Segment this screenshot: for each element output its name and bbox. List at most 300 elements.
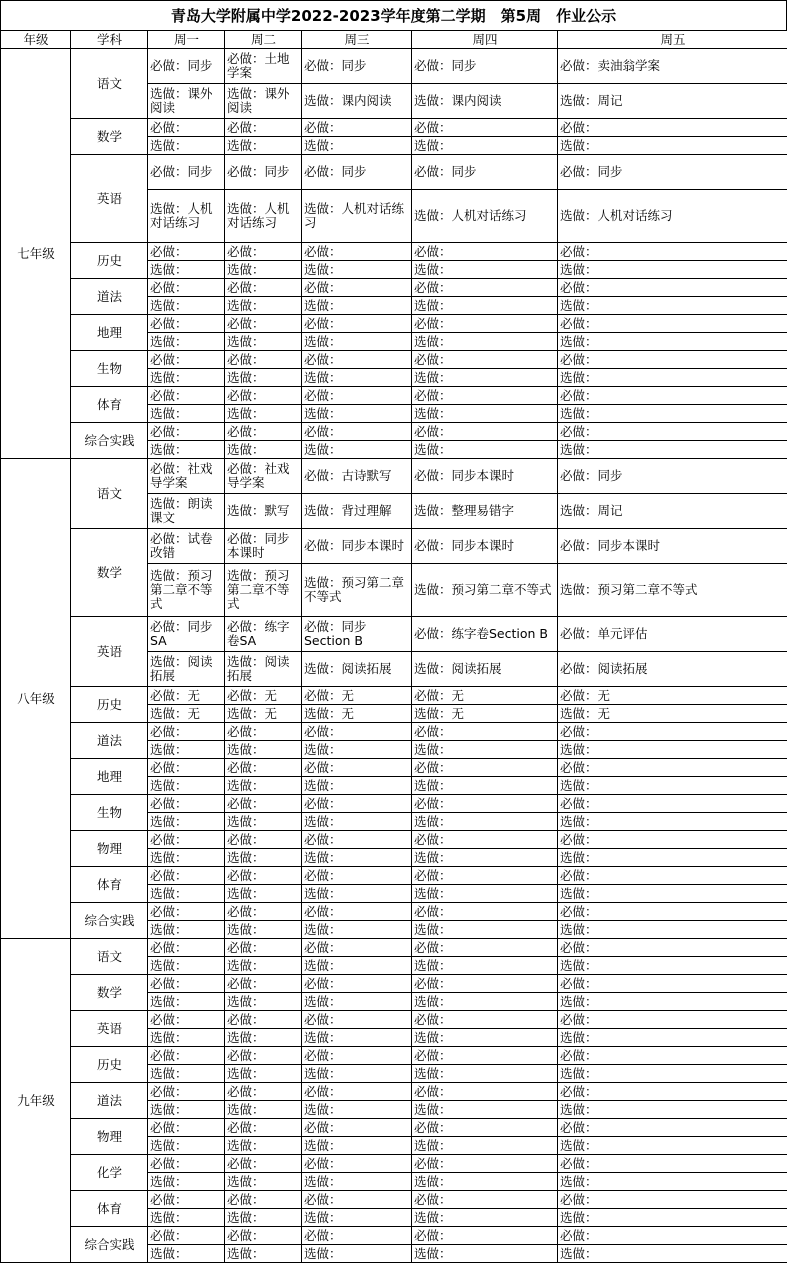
optional-homework-cell: 选做： xyxy=(558,849,787,867)
optional-homework-cell: 选做： xyxy=(412,137,558,155)
table-row xyxy=(1,939,787,957)
optional-homework-cell: 选做： xyxy=(412,297,558,315)
optional-homework-cell: 选做： xyxy=(302,405,412,423)
required-homework-cell: 必做： xyxy=(148,723,225,741)
optional-homework-cell: 选做：周记 xyxy=(558,494,787,529)
optional-homework-cell: 选做： xyxy=(302,1209,412,1227)
subject-cell: 地理 xyxy=(71,759,148,795)
required-homework-cell: 必做： xyxy=(558,1011,787,1029)
header-subject: 学科 xyxy=(71,31,148,49)
required-homework-cell: 必做： xyxy=(225,1119,302,1137)
required-homework-cell: 必做：同步本课时 xyxy=(412,529,558,564)
required-homework-cell: 必做：同步 xyxy=(412,155,558,190)
required-homework-cell: 必做：同步本课时 xyxy=(558,529,787,564)
subject-cell: 生物 xyxy=(71,795,148,831)
optional-homework-cell: 选做： xyxy=(148,1245,225,1263)
required-homework-cell: 必做： xyxy=(558,119,787,137)
required-homework-cell: 必做： xyxy=(558,1155,787,1173)
required-homework-cell: 必做： xyxy=(225,759,302,777)
optional-homework-cell: 选做：整理易错字 xyxy=(412,494,558,529)
required-homework-cell: 必做：同步 xyxy=(302,155,412,190)
required-homework-cell: 必做：同步SA xyxy=(148,617,225,652)
optional-homework-cell: 选做： xyxy=(412,741,558,759)
required-homework-cell: 必做：社戏导学案 xyxy=(148,459,225,494)
optional-homework-cell: 选做： xyxy=(412,1101,558,1119)
table-row xyxy=(1,529,787,564)
required-homework-cell: 必做：无 xyxy=(558,687,787,705)
optional-homework-cell: 选做：周记 xyxy=(558,84,787,119)
required-homework-cell: 必做： xyxy=(302,1227,412,1245)
optional-homework-cell: 选做： xyxy=(225,849,302,867)
required-homework-cell: 必做：同步 xyxy=(302,49,412,84)
required-homework-cell: 必做： xyxy=(412,243,558,261)
required-homework-cell: 必做： xyxy=(225,315,302,333)
optional-homework-cell: 选做： xyxy=(302,137,412,155)
optional-homework-cell: 选做：阅读拓展 xyxy=(412,652,558,687)
page-title: 青岛大学附属中学2022-2023学年度第二学期 第5周 作业公示 xyxy=(0,0,787,30)
required-homework-cell: 必做： xyxy=(148,119,225,137)
optional-homework-cell: 选做： xyxy=(225,137,302,155)
optional-homework-cell: 选做： xyxy=(558,1173,787,1191)
required-homework-cell: 必做： xyxy=(302,1083,412,1101)
required-homework-cell: 必做： xyxy=(148,1011,225,1029)
optional-homework-cell: 选做： xyxy=(412,1209,558,1227)
required-homework-cell: 必做： xyxy=(225,423,302,441)
required-homework-cell: 必做： xyxy=(412,1011,558,1029)
required-homework-cell: 必做：练字卷Section B xyxy=(412,617,558,652)
table-row xyxy=(1,1083,787,1101)
required-homework-cell: 必做： xyxy=(302,315,412,333)
optional-homework-cell: 选做： xyxy=(302,1065,412,1083)
optional-homework-cell: 选做： xyxy=(148,1065,225,1083)
required-homework-cell: 必做：练字卷SA xyxy=(225,617,302,652)
required-homework-cell: 必做：同步本课时 xyxy=(412,459,558,494)
subject-cell: 体育 xyxy=(71,387,148,423)
table-row xyxy=(1,387,787,405)
header-wednesday: 周三 xyxy=(302,31,412,49)
required-homework-cell: 必做：同步本课时 xyxy=(302,529,412,564)
required-homework-cell: 必做： xyxy=(302,831,412,849)
required-homework-cell: 必做： xyxy=(412,387,558,405)
optional-homework-cell: 选做： xyxy=(225,993,302,1011)
required-homework-cell: 必做： xyxy=(148,279,225,297)
required-homework-cell: 必做： xyxy=(302,351,412,369)
optional-homework-cell: 选做： xyxy=(302,1173,412,1191)
optional-homework-cell: 选做： xyxy=(558,993,787,1011)
required-homework-cell: 必做： xyxy=(302,1047,412,1065)
optional-homework-cell: 选做：人机对话练习 xyxy=(302,190,412,243)
table-row xyxy=(1,795,787,813)
required-homework-cell: 必做： xyxy=(148,1227,225,1245)
optional-homework-cell: 选做： xyxy=(148,741,225,759)
required-homework-cell: 必做： xyxy=(412,1227,558,1245)
required-homework-cell: 必做： xyxy=(302,1011,412,1029)
subject-cell: 地理 xyxy=(71,315,148,351)
optional-homework-cell: 选做： xyxy=(225,885,302,903)
header-thursday: 周四 xyxy=(412,31,558,49)
optional-homework-cell: 选做：课内阅读 xyxy=(412,84,558,119)
required-homework-cell: 必做： xyxy=(412,351,558,369)
subject-cell: 英语 xyxy=(71,1011,148,1047)
optional-homework-cell: 选做： xyxy=(225,777,302,795)
required-homework-cell: 必做： xyxy=(225,1011,302,1029)
required-homework-cell: 必做：试卷改错 xyxy=(148,529,225,564)
header-friday: 周五 xyxy=(558,31,787,49)
optional-homework-cell: 选做： xyxy=(225,405,302,423)
optional-homework-cell: 选做：人机对话练习 xyxy=(558,190,787,243)
required-homework-cell: 必做： xyxy=(148,939,225,957)
required-homework-cell: 必做： xyxy=(302,975,412,993)
required-homework-cell: 必做：同步 xyxy=(412,49,558,84)
optional-homework-cell: 选做： xyxy=(225,1209,302,1227)
subject-cell: 道法 xyxy=(71,723,148,759)
table-row xyxy=(1,1155,787,1173)
required-homework-cell: 必做： xyxy=(558,1119,787,1137)
optional-homework-cell: 选做：背过理解 xyxy=(302,494,412,529)
optional-homework-cell: 选做： xyxy=(302,813,412,831)
required-homework-cell: 必做： xyxy=(302,1155,412,1173)
optional-homework-cell: 选做： xyxy=(412,1065,558,1083)
optional-homework-cell: 选做： xyxy=(302,261,412,279)
optional-homework-cell: 选做： xyxy=(302,921,412,939)
required-homework-cell: 必做：同步Section B xyxy=(302,617,412,652)
required-homework-cell: 必做： xyxy=(412,1155,558,1173)
required-homework-cell: 必做： xyxy=(225,351,302,369)
required-homework-cell: 必做： xyxy=(558,1227,787,1245)
table-row xyxy=(1,243,787,261)
optional-homework-cell: 选做： xyxy=(302,849,412,867)
required-homework-cell: 必做： xyxy=(148,315,225,333)
subject-cell: 历史 xyxy=(71,687,148,723)
required-homework-cell: 必做：土地学案 xyxy=(225,49,302,84)
required-homework-cell: 必做： xyxy=(225,1155,302,1173)
required-homework-cell: 必做： xyxy=(148,1047,225,1065)
required-homework-cell: 必做： xyxy=(225,387,302,405)
optional-homework-cell: 选做： xyxy=(558,1137,787,1155)
optional-homework-cell: 选做： xyxy=(148,333,225,351)
optional-homework-cell: 选做： xyxy=(412,261,558,279)
required-homework-cell: 必做： xyxy=(558,903,787,921)
required-homework-cell: 必做： xyxy=(225,723,302,741)
optional-homework-cell: 选做： xyxy=(225,921,302,939)
optional-homework-cell: 选做： xyxy=(302,777,412,795)
optional-homework-cell: 选做： xyxy=(225,1065,302,1083)
subject-cell: 道法 xyxy=(71,1083,148,1119)
optional-homework-cell: 选做： xyxy=(302,369,412,387)
optional-homework-cell: 选做： xyxy=(148,1173,225,1191)
optional-homework-cell: 选做： xyxy=(225,297,302,315)
required-homework-cell: 必做： xyxy=(412,795,558,813)
required-homework-cell: 必做： xyxy=(225,243,302,261)
required-homework-cell: 必做：无 xyxy=(412,687,558,705)
required-homework-cell: 必做： xyxy=(302,939,412,957)
required-homework-cell: 必做： xyxy=(302,387,412,405)
required-homework-cell: 必做： xyxy=(148,831,225,849)
required-homework-cell: 必做： xyxy=(148,759,225,777)
optional-homework-cell: 选做：课内阅读 xyxy=(302,84,412,119)
required-homework-cell: 必做： xyxy=(558,975,787,993)
header-grade: 年级 xyxy=(1,31,71,49)
required-homework-cell: 必做： xyxy=(558,1191,787,1209)
optional-homework-cell: 选做： xyxy=(558,137,787,155)
required-homework-cell: 必做： xyxy=(558,759,787,777)
optional-homework-cell: 选做： xyxy=(412,957,558,975)
required-homework-cell: 必做： xyxy=(148,351,225,369)
required-homework-cell: 必做：同步 xyxy=(148,49,225,84)
optional-homework-cell: 选做： xyxy=(148,137,225,155)
required-homework-cell: 必做： xyxy=(558,279,787,297)
optional-homework-cell: 选做： xyxy=(148,261,225,279)
required-homework-cell: 必做：单元评估 xyxy=(558,617,787,652)
optional-homework-cell: 选做：阅读拓展 xyxy=(148,652,225,687)
optional-homework-cell: 选做： xyxy=(412,1029,558,1047)
optional-homework-cell: 选做： xyxy=(225,957,302,975)
required-homework-cell: 必做： xyxy=(412,903,558,921)
required-homework-cell: 必做： xyxy=(558,939,787,957)
required-homework-cell: 必做： xyxy=(558,723,787,741)
optional-homework-cell: 必做：阅读拓展 xyxy=(558,652,787,687)
optional-homework-cell: 选做： xyxy=(412,885,558,903)
homework-table xyxy=(0,30,787,1263)
optional-homework-cell: 选做：无 xyxy=(412,705,558,723)
table-row xyxy=(1,903,787,921)
optional-homework-cell: 选做：人机对话练习 xyxy=(225,190,302,243)
subject-cell: 数学 xyxy=(71,119,148,155)
subject-cell: 英语 xyxy=(71,617,148,687)
table-row xyxy=(1,155,787,190)
subject-cell: 体育 xyxy=(71,867,148,903)
optional-homework-cell: 选做： xyxy=(558,333,787,351)
required-homework-cell: 必做： xyxy=(225,831,302,849)
optional-homework-cell: 选做： xyxy=(302,1029,412,1047)
required-homework-cell: 必做： xyxy=(302,119,412,137)
optional-homework-cell: 选做： xyxy=(148,1137,225,1155)
optional-homework-cell: 选做： xyxy=(412,993,558,1011)
subject-cell: 历史 xyxy=(71,1047,148,1083)
required-homework-cell: 必做： xyxy=(558,1047,787,1065)
optional-homework-cell: 选做： xyxy=(558,957,787,975)
required-homework-cell: 必做： xyxy=(148,1119,225,1137)
optional-homework-cell: 选做： xyxy=(302,741,412,759)
required-homework-cell: 必做： xyxy=(148,423,225,441)
required-homework-cell: 必做： xyxy=(412,315,558,333)
optional-homework-cell: 选做： xyxy=(558,369,787,387)
table-row xyxy=(1,687,787,705)
required-homework-cell: 必做： xyxy=(148,1191,225,1209)
required-homework-cell: 必做： xyxy=(412,939,558,957)
grade-cell: 七年级 xyxy=(1,49,71,459)
subject-cell: 语文 xyxy=(71,459,148,529)
optional-homework-cell: 选做： xyxy=(225,813,302,831)
optional-homework-cell: 选做：人机对话练习 xyxy=(148,190,225,243)
required-homework-cell: 必做： xyxy=(302,903,412,921)
optional-homework-cell: 选做：预习第二章不等式 xyxy=(412,564,558,617)
required-homework-cell: 必做： xyxy=(558,831,787,849)
table-row xyxy=(1,119,787,137)
optional-homework-cell: 选做： xyxy=(302,297,412,315)
optional-homework-cell: 选做： xyxy=(412,405,558,423)
required-homework-cell: 必做： xyxy=(225,1227,302,1245)
required-homework-cell: 必做： xyxy=(148,903,225,921)
optional-homework-cell: 选做：阅读拓展 xyxy=(225,652,302,687)
required-homework-cell: 必做： xyxy=(148,243,225,261)
optional-homework-cell: 选做： xyxy=(148,921,225,939)
optional-homework-cell: 选做： xyxy=(225,1029,302,1047)
optional-homework-cell: 选做： xyxy=(412,1173,558,1191)
subject-cell: 生物 xyxy=(71,351,148,387)
optional-homework-cell: 选做： xyxy=(412,849,558,867)
required-homework-cell: 必做：同步 xyxy=(148,155,225,190)
required-homework-cell: 必做： xyxy=(412,1047,558,1065)
subject-cell: 综合实践 xyxy=(71,423,148,459)
required-homework-cell: 必做：无 xyxy=(302,687,412,705)
required-homework-cell: 必做： xyxy=(225,795,302,813)
required-homework-cell: 必做： xyxy=(558,387,787,405)
table-row xyxy=(1,279,787,297)
optional-homework-cell: 选做： xyxy=(302,333,412,351)
optional-homework-cell: 选做： xyxy=(225,741,302,759)
optional-homework-cell: 选做：朗读课文 xyxy=(148,494,225,529)
optional-homework-cell: 选做： xyxy=(558,1209,787,1227)
header-monday: 周一 xyxy=(148,31,225,49)
optional-homework-cell: 选做： xyxy=(148,957,225,975)
subject-cell: 语文 xyxy=(71,939,148,975)
required-homework-cell: 必做： xyxy=(412,867,558,885)
optional-homework-cell: 选做： xyxy=(148,849,225,867)
required-homework-cell: 必做： xyxy=(148,1083,225,1101)
optional-homework-cell: 选做： xyxy=(148,885,225,903)
required-homework-cell: 必做：同步 xyxy=(558,155,787,190)
required-homework-cell: 必做： xyxy=(302,423,412,441)
subject-cell: 物理 xyxy=(71,831,148,867)
table-row xyxy=(1,759,787,777)
table-row xyxy=(1,459,787,494)
optional-homework-cell: 选做： xyxy=(225,261,302,279)
optional-homework-cell: 选做： xyxy=(148,1101,225,1119)
required-homework-cell: 必做： xyxy=(412,1191,558,1209)
optional-homework-cell: 选做： xyxy=(412,333,558,351)
optional-homework-cell: 选做： xyxy=(412,441,558,459)
table-row xyxy=(1,351,787,369)
optional-homework-cell: 选做： xyxy=(225,1137,302,1155)
optional-homework-cell: 选做：人机对话练习 xyxy=(412,190,558,243)
required-homework-cell: 必做： xyxy=(412,279,558,297)
subject-cell: 综合实践 xyxy=(71,1227,148,1263)
optional-homework-cell: 选做：无 xyxy=(148,705,225,723)
optional-homework-cell: 选做：无 xyxy=(302,705,412,723)
table-row xyxy=(1,867,787,885)
optional-homework-cell: 选做： xyxy=(148,297,225,315)
required-homework-cell: 必做：卖油翁学案 xyxy=(558,49,787,84)
required-homework-cell: 必做： xyxy=(412,759,558,777)
required-homework-cell: 必做： xyxy=(558,315,787,333)
required-homework-cell: 必做： xyxy=(225,867,302,885)
optional-homework-cell: 选做： xyxy=(302,1101,412,1119)
required-homework-cell: 必做： xyxy=(302,279,412,297)
optional-homework-cell: 选做： xyxy=(225,369,302,387)
required-homework-cell: 必做： xyxy=(412,723,558,741)
required-homework-cell: 必做： xyxy=(558,351,787,369)
table-row xyxy=(1,1227,787,1245)
optional-homework-cell: 选做：课外阅读 xyxy=(148,84,225,119)
required-homework-cell: 必做： xyxy=(225,1047,302,1065)
required-homework-cell: 必做：同步 xyxy=(225,155,302,190)
required-homework-cell: 必做： xyxy=(302,723,412,741)
header-row xyxy=(1,31,787,49)
optional-homework-cell: 选做： xyxy=(148,369,225,387)
required-homework-cell: 必做：无 xyxy=(225,687,302,705)
grade-cell: 九年级 xyxy=(1,939,71,1263)
table-row xyxy=(1,423,787,441)
header-tuesday: 周二 xyxy=(225,31,302,49)
required-homework-cell: 必做： xyxy=(148,867,225,885)
optional-homework-cell: 选做：课外阅读 xyxy=(225,84,302,119)
optional-homework-cell: 选做： xyxy=(302,1137,412,1155)
required-homework-cell: 必做：同步 xyxy=(558,459,787,494)
optional-homework-cell: 选做： xyxy=(558,1101,787,1119)
optional-homework-cell: 选做： xyxy=(558,297,787,315)
optional-homework-cell: 选做：预习第二章不等式 xyxy=(302,564,412,617)
optional-homework-cell: 选做：无 xyxy=(225,705,302,723)
optional-homework-cell: 选做： xyxy=(412,813,558,831)
table-row xyxy=(1,315,787,333)
optional-homework-cell: 选做： xyxy=(558,777,787,795)
required-homework-cell: 必做： xyxy=(302,1119,412,1137)
subject-cell: 综合实践 xyxy=(71,903,148,939)
optional-homework-cell: 选做： xyxy=(148,1029,225,1047)
table-row xyxy=(1,831,787,849)
subject-cell: 物理 xyxy=(71,1119,148,1155)
optional-homework-cell: 选做： xyxy=(302,957,412,975)
optional-homework-cell: 选做： xyxy=(148,441,225,459)
optional-homework-cell: 选做： xyxy=(558,921,787,939)
required-homework-cell: 必做： xyxy=(148,975,225,993)
optional-homework-cell: 选做： xyxy=(412,1245,558,1263)
required-homework-cell: 必做： xyxy=(225,279,302,297)
required-homework-cell: 必做： xyxy=(302,1191,412,1209)
required-homework-cell: 必做： xyxy=(558,243,787,261)
optional-homework-cell: 选做： xyxy=(558,441,787,459)
required-homework-cell: 必做： xyxy=(302,759,412,777)
table-row xyxy=(1,617,787,652)
optional-homework-cell: 选做：默写 xyxy=(225,494,302,529)
table-row xyxy=(1,975,787,993)
required-homework-cell: 必做：社戏导学案 xyxy=(225,459,302,494)
table-row xyxy=(1,1011,787,1029)
optional-homework-cell: 选做： xyxy=(302,993,412,1011)
table-row xyxy=(1,49,787,84)
required-homework-cell: 必做： xyxy=(558,423,787,441)
required-homework-cell: 必做：无 xyxy=(148,687,225,705)
subject-cell: 数学 xyxy=(71,975,148,1011)
required-homework-cell: 必做： xyxy=(225,1191,302,1209)
required-homework-cell: 必做： xyxy=(412,1119,558,1137)
optional-homework-cell: 选做：预习第二章不等式 xyxy=(148,564,225,617)
grade-cell: 八年级 xyxy=(1,459,71,939)
optional-homework-cell: 选做： xyxy=(302,1245,412,1263)
optional-homework-cell: 选做： xyxy=(558,885,787,903)
optional-homework-cell: 选做：预习第二章不等式 xyxy=(225,564,302,617)
optional-homework-cell: 选做：阅读拓展 xyxy=(302,652,412,687)
subject-cell: 数学 xyxy=(71,529,148,617)
optional-homework-cell: 选做： xyxy=(412,1137,558,1155)
optional-homework-cell: 选做： xyxy=(148,1209,225,1227)
optional-homework-cell: 选做： xyxy=(558,1065,787,1083)
optional-homework-cell: 选做： xyxy=(412,369,558,387)
optional-homework-cell: 选做： xyxy=(225,1101,302,1119)
optional-homework-cell: 选做： xyxy=(558,741,787,759)
optional-homework-cell: 选做： xyxy=(225,333,302,351)
